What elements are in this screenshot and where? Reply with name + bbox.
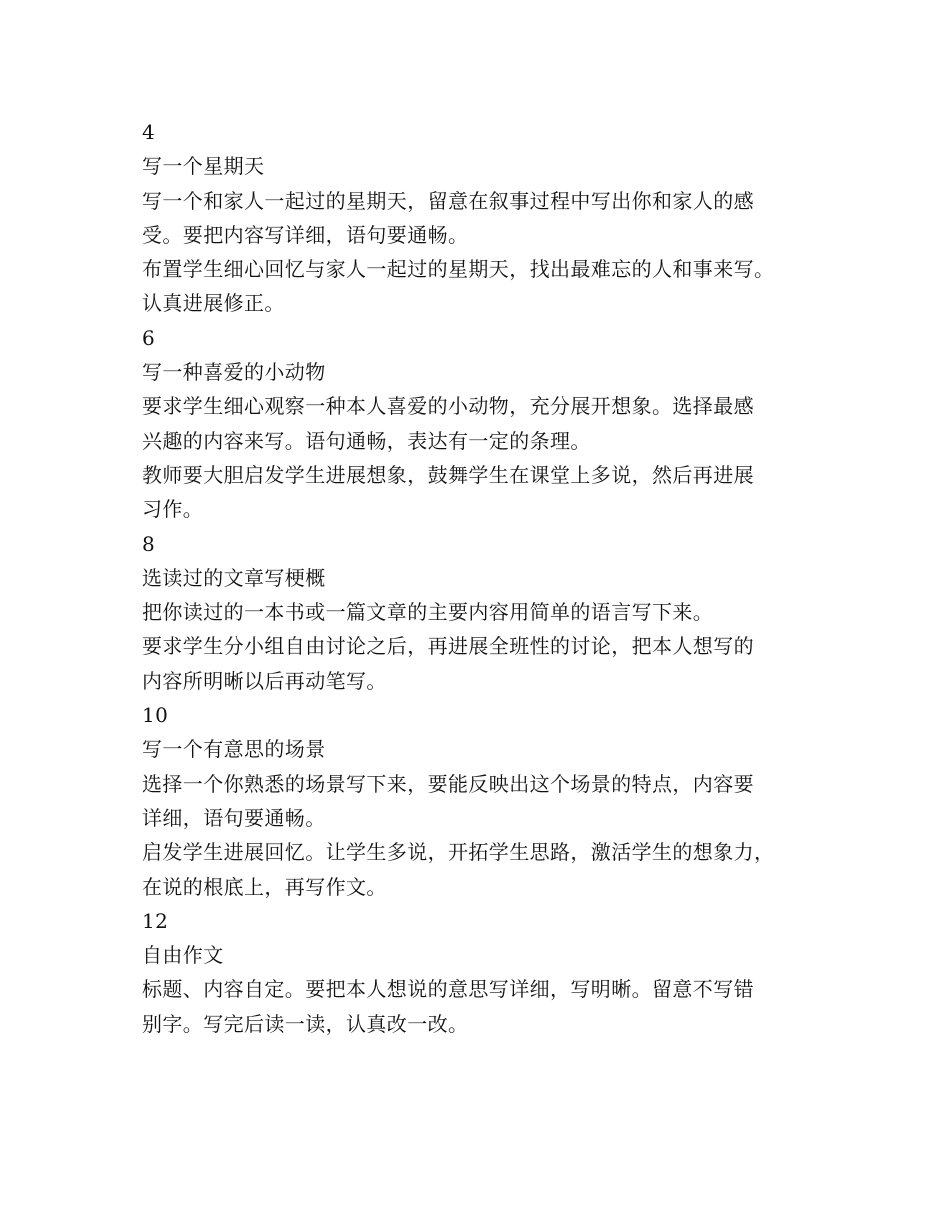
- section-8: [142, 527, 842, 698]
- section-6: [142, 321, 842, 527]
- section-12: [142, 904, 842, 1041]
- guidance-line: 认真进展修正。: [142, 291, 285, 316]
- section-title: 自由作文: [142, 943, 224, 968]
- requirement-line: 选择一个你熟悉的场景写下来，要能反映出这个场景的特点，内容要: [142, 771, 754, 796]
- section-10: [142, 698, 842, 904]
- section-title: 写一个有意思的场景: [142, 737, 326, 762]
- section-title: 写一个星期天: [142, 154, 265, 179]
- requirement-line: 把你读过的一本书或一篇文章的主要内容用简单的语言写下来。: [142, 600, 714, 625]
- guidance-line: 习作。: [142, 497, 204, 522]
- guidance-line: 要求学生分小组自由讨论之后，再进展全班性的讨论，把本人想写的: [142, 634, 754, 659]
- section-number: 6: [142, 325, 156, 350]
- guidance-line: 在说的根底上，再写作文。: [142, 874, 387, 899]
- section-number: 4: [142, 120, 156, 144]
- section-title: 选读过的文章写梗概: [142, 565, 326, 590]
- requirement-line: 详细，语句要通畅。: [142, 805, 326, 830]
- guidance-line: 教师要大胆启发学生进展想象，鼓舞学生在课堂上多说，然后再进展: [142, 462, 754, 487]
- guidance-line: 启发学生进展回忆。让学生多说，开拓学生思路，激活学生的想象力，: [142, 840, 775, 865]
- section-number: 8: [142, 531, 156, 556]
- section-title: 写一种喜爱的小动物: [142, 360, 326, 385]
- section-number: 10: [142, 703, 169, 728]
- requirement-line: 别字。写完后读一读，认真改一改。: [142, 1011, 469, 1036]
- requirement-line: 受。要把内容写详细，语句要通畅。: [142, 222, 469, 247]
- section-number: 12: [142, 908, 169, 933]
- guidance-line: 内容所明晰以后再动笔写。: [142, 668, 387, 693]
- requirement-line: 写一个和家人一起过的星期天，留意在叙事过程中写出你和家人的感: [142, 188, 754, 213]
- requirement-line: 要求学生细心观察一种本人喜爱的小动物，充分展开想象。选择最感: [142, 394, 754, 419]
- requirement-line: 兴趣的内容来写。语句通畅，表达有一定的条理。: [142, 428, 591, 453]
- section-4: [142, 115, 842, 321]
- guidance-line: 布置学生细心回忆与家人一起过的星期天，找出最难忘的人和事来写。: [142, 257, 775, 282]
- document-page: [142, 115, 842, 1041]
- requirement-line: 标题、内容自定。要把本人想说的意思写详细，写明晰。留意不写错: [142, 977, 754, 1002]
